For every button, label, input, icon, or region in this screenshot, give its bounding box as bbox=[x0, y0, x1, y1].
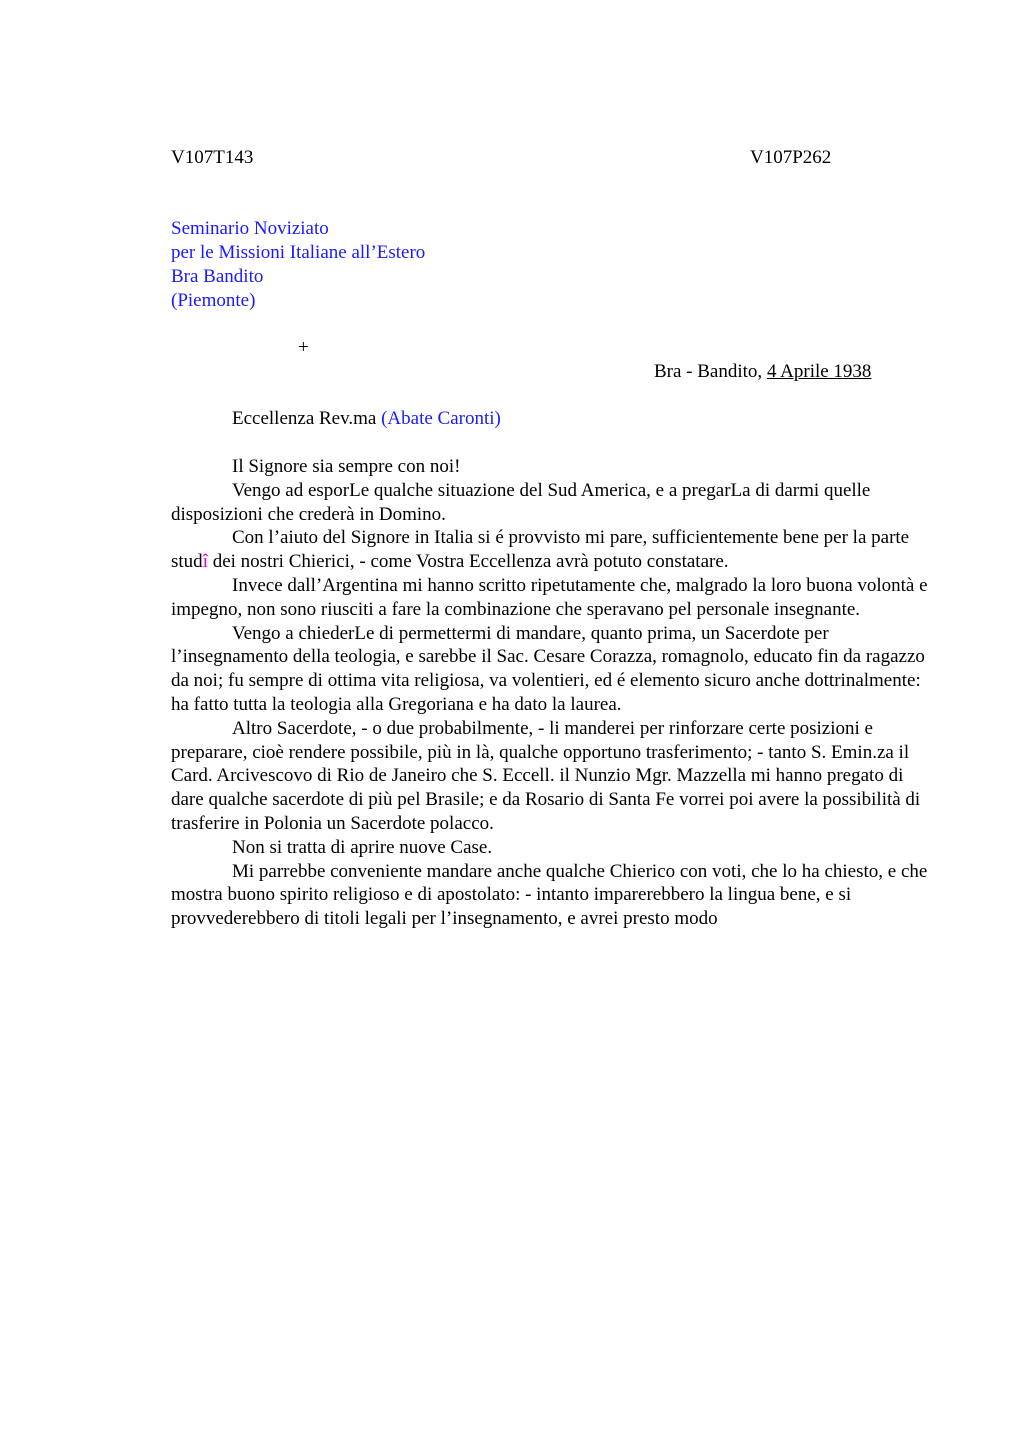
dateline bbox=[654, 360, 871, 384]
paragraph-6: Altro Sacerdote, - o due probabilmente, - li manderei per rinforzare certe posizioni e preparare, cioè rendere possibile, più in là, qualche opportuno trasferimento; - tanto S. Emin.za il Card. Arcivescovo di Rio de Janeiro che S. Eccell. il Nunzio Mgr. Mazzella mi hanno pregato di dare qualche sacerdote di più pel Brasile; e da Rosario di Santa Fe vorrei poi avere la possibilità di trasferire in Polonia un Sacerdote polacco. bbox=[171, 717, 921, 834]
letterhead-line-3: Bra Bandito bbox=[171, 266, 264, 287]
letterhead-line-1: Seminario Noviziato bbox=[171, 218, 329, 239]
paragraph-7: Non si tratta di aprire nuove Case. bbox=[232, 836, 493, 858]
paragraph-5: Vengo a chiederLe di permettermi di mandare, quanto prima, un Sacerdote per l’insegnamento della teologia, e sarebbe il Sac. Cesare Corazza, romagnolo, educato fin da ragazzo da noi; fu sempre di ottima vita religiosa, va volentieri, ed é elemento sicuro anche dottrinalmente: ha fatto tutta la teologia alla Gregoriana e ha dato la laurea. bbox=[171, 622, 925, 715]
paragraph-3-before: Con l’aiuto del Signore in Italia si é provvisto mi pare, sufficientemente bene per la parte stud bbox=[171, 527, 910, 573]
paragraph-3-after: dei nostri Chierici, - come Vostra Eccellenza avrà potuto constatare. bbox=[207, 551, 729, 573]
letterhead-line-2: per le Missioni Italiane all’Estero bbox=[171, 242, 426, 263]
dateline-date: 4 Aprile 1938 bbox=[766, 361, 872, 382]
cross-mark: + bbox=[298, 337, 309, 358]
letterhead-line-4: (Piemonte) bbox=[171, 290, 256, 311]
document-code-right: V107P262 bbox=[750, 147, 832, 168]
paragraph-4: Invece dall’Argentina mi hanno scritto ripetutamente che, malgrado la loro buona volontà e impegno, non sono riusciti a fare la combinazione che speravano pel personale insegnante. bbox=[171, 574, 928, 620]
paragraph-3-mark: î bbox=[202, 551, 208, 573]
dateline-place: Bra - Bandito, bbox=[654, 361, 767, 382]
document-code-left: V107T143 bbox=[171, 147, 254, 168]
salutation-note: (Abate Caronti) bbox=[381, 408, 501, 429]
paragraph-2: Vengo ad esporLe qualche situazione del Sud America, e a pregarLa di darmi quelle disposizioni che crederà in Domino. bbox=[171, 479, 871, 525]
paragraph-1: Il Signore sia sempre con noi! bbox=[232, 456, 461, 477]
letter-body bbox=[171, 455, 931, 931]
salutation bbox=[232, 407, 501, 431]
paragraph-8: Mi parrebbe conveniente mandare anche qualche Chierico con voti, che lo ha chiesto, e che mostra buono spirito religioso e di apostolato: - intanto imparerebbero la lingua bene, e si provvederebbero di titoli legali per l’insegnamento, e avrei presto modo bbox=[171, 860, 928, 930]
salutation-text: Eccellenza Rev.ma bbox=[232, 408, 382, 429]
paragraph-3 bbox=[171, 526, 931, 574]
